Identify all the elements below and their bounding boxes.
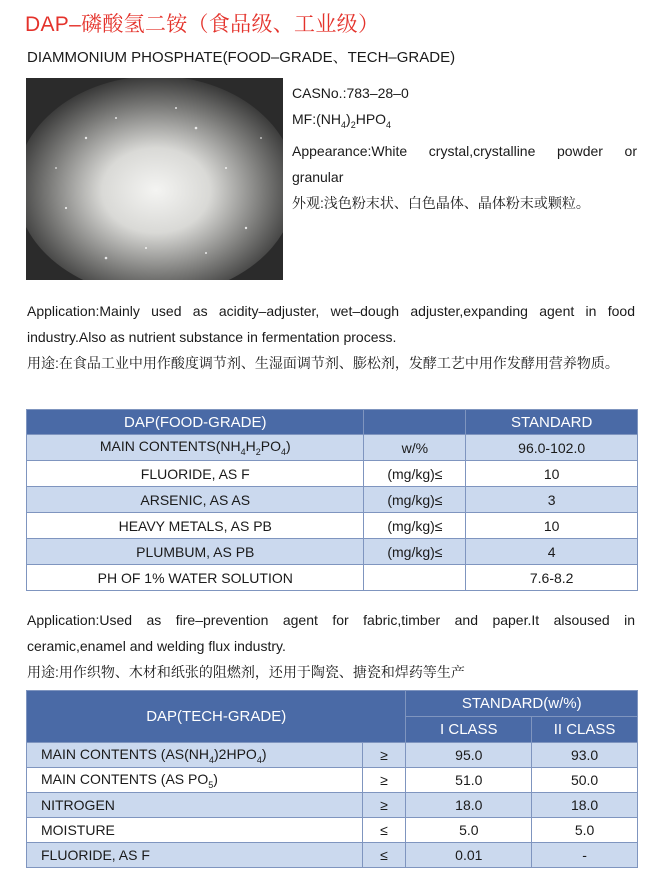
row-name: MAIN CONTENTS (AS $PO_5$) — [27, 768, 363, 793]
table-row — [27, 768, 638, 793]
row-class2: 5.0 — [532, 818, 638, 843]
table-header — [27, 410, 638, 435]
food-grade-table — [26, 409, 638, 591]
food-application-cn: 用途:在食品工业中用作酸度调节剂、生湿面调节剂、膨松剂，发酵工艺中用作发酵用营养物质。 — [27, 355, 619, 371]
row-class2: 93.0 — [532, 743, 638, 768]
row-unit: w/% — [364, 435, 466, 461]
header-class1: I CLASS — [406, 717, 532, 743]
table-row — [27, 743, 638, 768]
cas-number: CASNo.:783–28–0 — [292, 85, 409, 101]
header-name: DAP(FOOD-GRADE) — [27, 410, 364, 435]
table-row — [27, 487, 638, 513]
row-name: MOISTURE — [27, 818, 363, 843]
row-op: ≤ — [362, 818, 406, 843]
header-name: DAP(TECH-GRADE) — [27, 691, 406, 743]
table-row — [27, 843, 638, 868]
table-row — [27, 513, 638, 539]
row-class1: 5.0 — [406, 818, 532, 843]
header-standard: STANDARD(w/%) — [406, 691, 638, 717]
table-row — [27, 565, 638, 591]
table-row — [27, 461, 638, 487]
page-title: DAP–磷酸氢二铵（食品级、工业级） — [25, 13, 380, 36]
tech-application-en: Application:Used as fire–prevention agent for fabric,timber and paper.It alsoused in ceramic,enamel and welding flux industry. — [27, 612, 635, 654]
row-name: NITROGEN — [27, 793, 363, 818]
table-header — [27, 691, 638, 717]
row-class2: 50.0 — [532, 768, 638, 793]
header-class2: II CLASS — [532, 717, 638, 743]
appearance-text-cn: 外观:浅色粉末状、白色晶体、晶体粉末或颗粒。 — [292, 194, 590, 211]
table-row — [27, 818, 638, 843]
food-application-en: Application:Mainly used as acidity–adjuster, wet–dough adjuster,expanding agent in food industry.Also as nutrient substance in fermentation process. — [27, 303, 635, 345]
table-row — [27, 539, 638, 565]
header-standard: STANDARD — [466, 410, 638, 435]
food-application — [27, 298, 635, 376]
row-name: MAIN CONTENTS $(AS(NH_4)2HPO_4)$ — [27, 743, 363, 768]
tech-grade-table — [26, 690, 638, 868]
appearance-text: Appearance:White crystal,crystalline powder or granular — [292, 142, 637, 185]
table-row — [27, 793, 638, 818]
row-unit: (mg/kg)≤ — [364, 487, 466, 513]
row-class2: - — [532, 843, 638, 868]
row-op: ≥ — [362, 768, 406, 793]
row-name: ARSENIC, AS AS — [27, 487, 364, 513]
row-class1: 95.0 — [406, 743, 532, 768]
row-class1: 0.01 — [406, 843, 532, 868]
row-op: ≥ — [362, 793, 406, 818]
tech-application-cn: 用途:用作织物、木材和纸张的阻燃剂，还用于陶瓷、搪瓷和焊药等生产 — [27, 664, 465, 680]
row-op: ≤ — [362, 843, 406, 868]
row-value: 10 — [466, 461, 638, 487]
row-name: MAIN $CONTENTS(NH_4H_2PO_4)$ — [27, 435, 364, 461]
row-value: 4 — [466, 539, 638, 565]
product-photo — [26, 78, 283, 280]
row-unit: (mg/kg)≤ — [364, 539, 466, 565]
row-op: ≥ — [362, 743, 406, 768]
table-row — [27, 435, 638, 461]
row-value: 7.6-8.2 — [466, 565, 638, 591]
molecular-formula: $MF:(NH_4)_2HPO_4$ — [292, 111, 392, 130]
row-unit — [364, 565, 466, 591]
header-unit — [364, 410, 466, 435]
row-value: 10 — [466, 513, 638, 539]
row-value: 96.0-102.0 — [466, 435, 638, 461]
row-name: FLUORIDE, AS F — [27, 843, 363, 868]
row-name: FLUORIDE, AS F — [27, 461, 364, 487]
row-name: HEAVY METALS, AS PB — [27, 513, 364, 539]
row-class1: 51.0 — [406, 768, 532, 793]
row-unit: (mg/kg)≤ — [364, 513, 466, 539]
product-info — [292, 80, 637, 216]
row-name: PH OF 1% WATER SOLUTION — [27, 565, 364, 591]
row-class1: 18.0 — [406, 793, 532, 818]
row-unit: (mg/kg)≤ — [364, 461, 466, 487]
row-value: 3 — [466, 487, 638, 513]
row-name: PLUMBUM, AS PB — [27, 539, 364, 565]
tech-application — [27, 607, 635, 685]
row-class2: 18.0 — [532, 793, 638, 818]
page-subtitle: DIAMMONIUM PHOSPHATE(FOOD–GRADE、TECH–GRADE) — [27, 49, 456, 66]
